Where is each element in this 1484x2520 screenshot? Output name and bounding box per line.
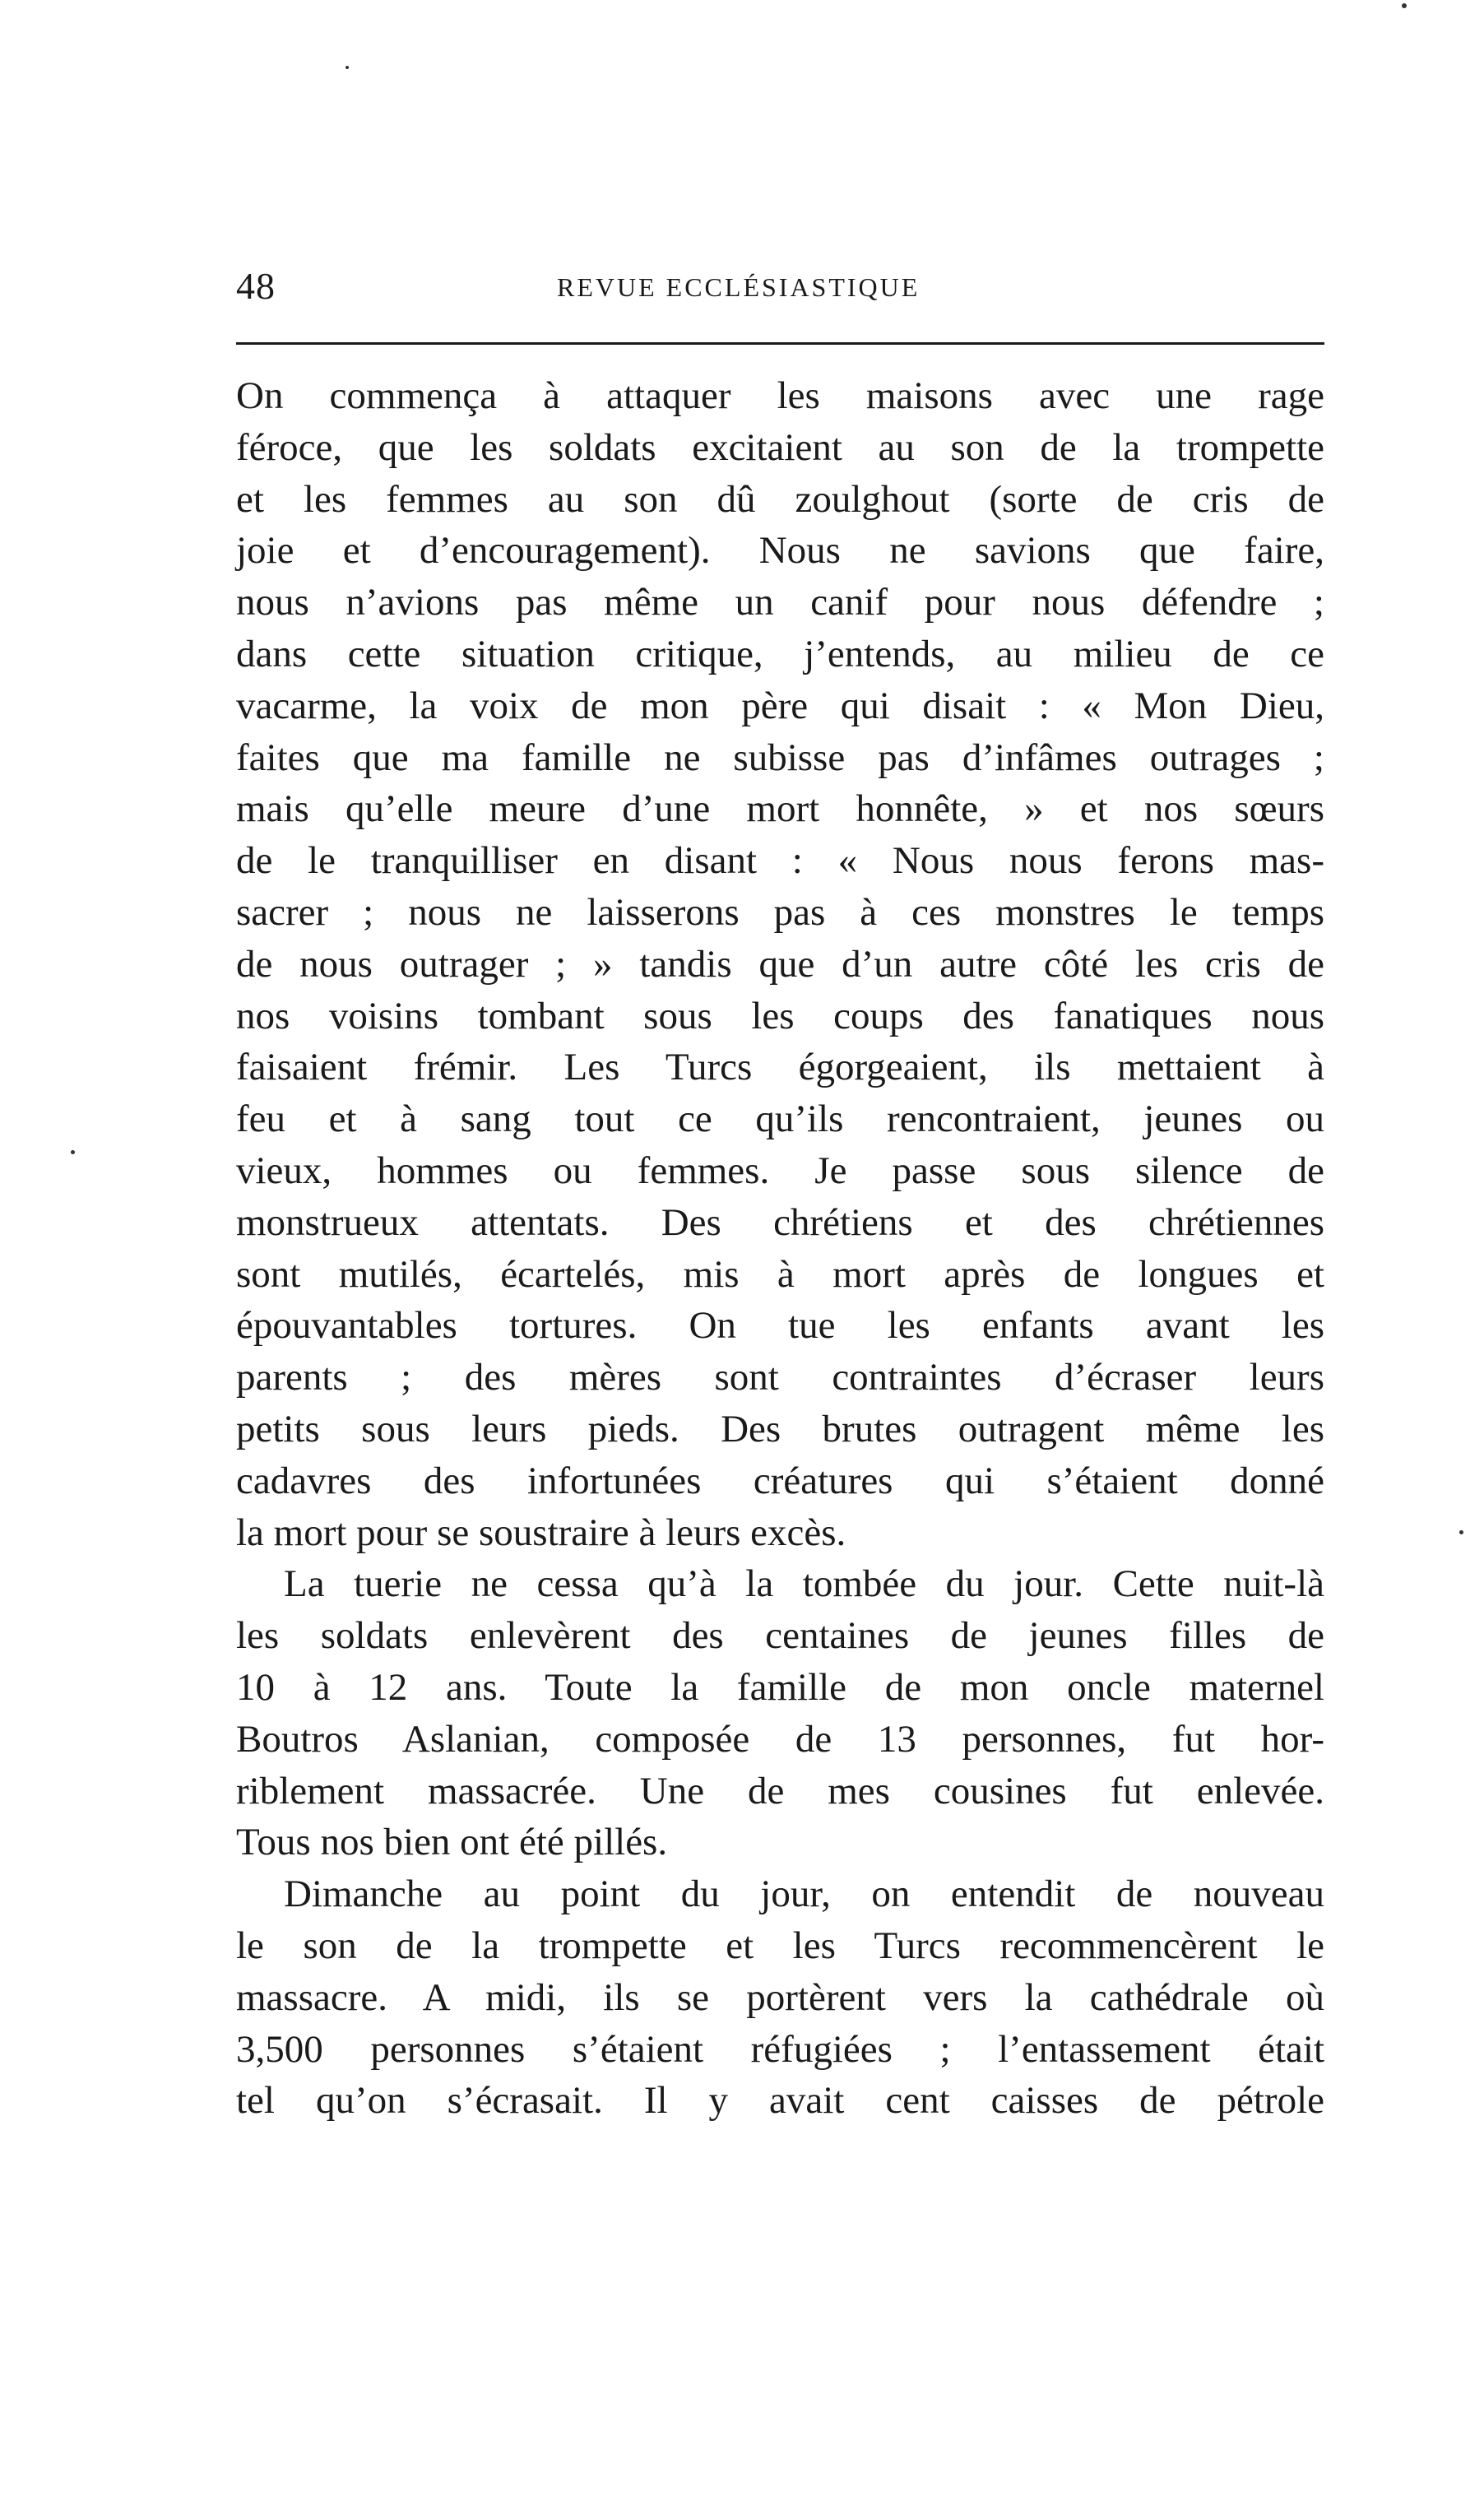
- paragraph: [236, 1868, 1324, 2127]
- text-line: massacre. A midi, ils se portèrent vers la cathédrale où: [236, 1975, 1324, 2019]
- body-text: [236, 370, 1324, 2127]
- text-line: la mort pour se soustraire à leurs excès.: [236, 1511, 846, 1554]
- text-line: et les femmes au son dû zoulghout (sorte de cris de: [236, 477, 1324, 521]
- paragraph: [236, 1558, 1324, 1868]
- print-speck: [1459, 1530, 1463, 1534]
- text-line: faites que ma famille ne subisse pas d’infâmes outrages ;: [236, 736, 1324, 779]
- text-line: 3,500 personnes s’étaient réfugiées ; l’entassement était: [236, 2027, 1324, 2071]
- print-speck: [345, 66, 349, 69]
- text-line: 10 à 12 ans. Toute la famille de mon oncle maternel: [236, 1665, 1324, 1709]
- text-line: tel qu’on s’écrasait. Il y avait cent caisses de pétrole: [236, 2079, 1324, 2123]
- text-line: La tuerie ne cessa qu’à la tombée du jour. Cette nuit-là: [284, 1562, 1324, 1606]
- text-line: feu et à sang tout ce qu’ils rencontraient, jeunes ou: [236, 1098, 1324, 1141]
- text-line: faisaient frémir. Les Turcs égorgeaient, ils mettaient à: [236, 1046, 1324, 1089]
- text-line: vieux, hommes ou femmes. Je passe sous silence de: [236, 1149, 1324, 1192]
- print-speck: [1402, 3, 1407, 8]
- text-line: nos voisins tombant sous les coups des fanatiques nous: [236, 994, 1324, 1037]
- text-line: On commença à attaquer les maisons avec une rage: [236, 374, 1324, 417]
- print-speck: [71, 1150, 75, 1154]
- text-line: de le tranquilliser en disant : « Nous nous ferons mas-: [236, 839, 1324, 883]
- text-line: monstrueux attentats. Des chrétiens et des chrétiennes: [236, 1200, 1324, 1244]
- text-line: vacarme, la voix de mon père qui disait : « Mon Dieu,: [236, 684, 1324, 727]
- text-line: petits sous leurs pieds. Des brutes outragent même les: [236, 1407, 1324, 1450]
- text-line: épouvantables tortures. On tue les enfants avant les: [236, 1304, 1324, 1348]
- text-line: mais qu’elle meure d’une mort honnête, » et nos sœurs: [236, 787, 1324, 831]
- text-line: féroce, que les soldats excitaient au son de la trompette: [236, 425, 1324, 469]
- paragraph: [236, 370, 1324, 1558]
- text-line: Boutros Aslanian, composée de 13 personnes, fut hor-: [236, 1717, 1324, 1761]
- text-line: dans cette situation critique, j’entends, au milieu de ce: [236, 632, 1324, 675]
- header-rule: [236, 342, 1324, 345]
- text-line: parents ; des mères sont contraintes d’écraser leurs: [236, 1356, 1324, 1399]
- text-line: Dimanche au point du jour, on entendit de nouveau: [284, 1873, 1324, 1916]
- text-line: joie et d’encouragement). Nous ne savions que faire,: [236, 529, 1324, 573]
- text-line: nous n’avions pas même un canif pour nous défendre ;: [236, 581, 1324, 624]
- page-header: [236, 262, 1324, 311]
- text-line: riblement massacrée. Une de mes cousines fut enlevée.: [236, 1769, 1324, 1812]
- running-head: REVUE ECCLÉSIASTIQUE: [557, 272, 921, 302]
- text-line: le son de la trompette et les Turcs recommencèrent le: [236, 1924, 1324, 1967]
- text-line: les soldats enlevèrent des centaines de jeunes filles de: [236, 1614, 1324, 1658]
- text-line: sont mutilés, écartelés, mis à mort après de longues et: [236, 1252, 1324, 1296]
- text-line: cadavres des infortunées créatures qui s’étaient donné: [236, 1459, 1324, 1502]
- page-number: 48: [236, 265, 276, 307]
- text-line: Tous nos bien ont été pillés.: [236, 1821, 668, 1864]
- text-line: de nous outrager ; » tandis que d’un autre côté les cris de: [236, 942, 1324, 986]
- text-line: sacrer ; nous ne laisserons pas à ces monstres le temps: [236, 890, 1324, 934]
